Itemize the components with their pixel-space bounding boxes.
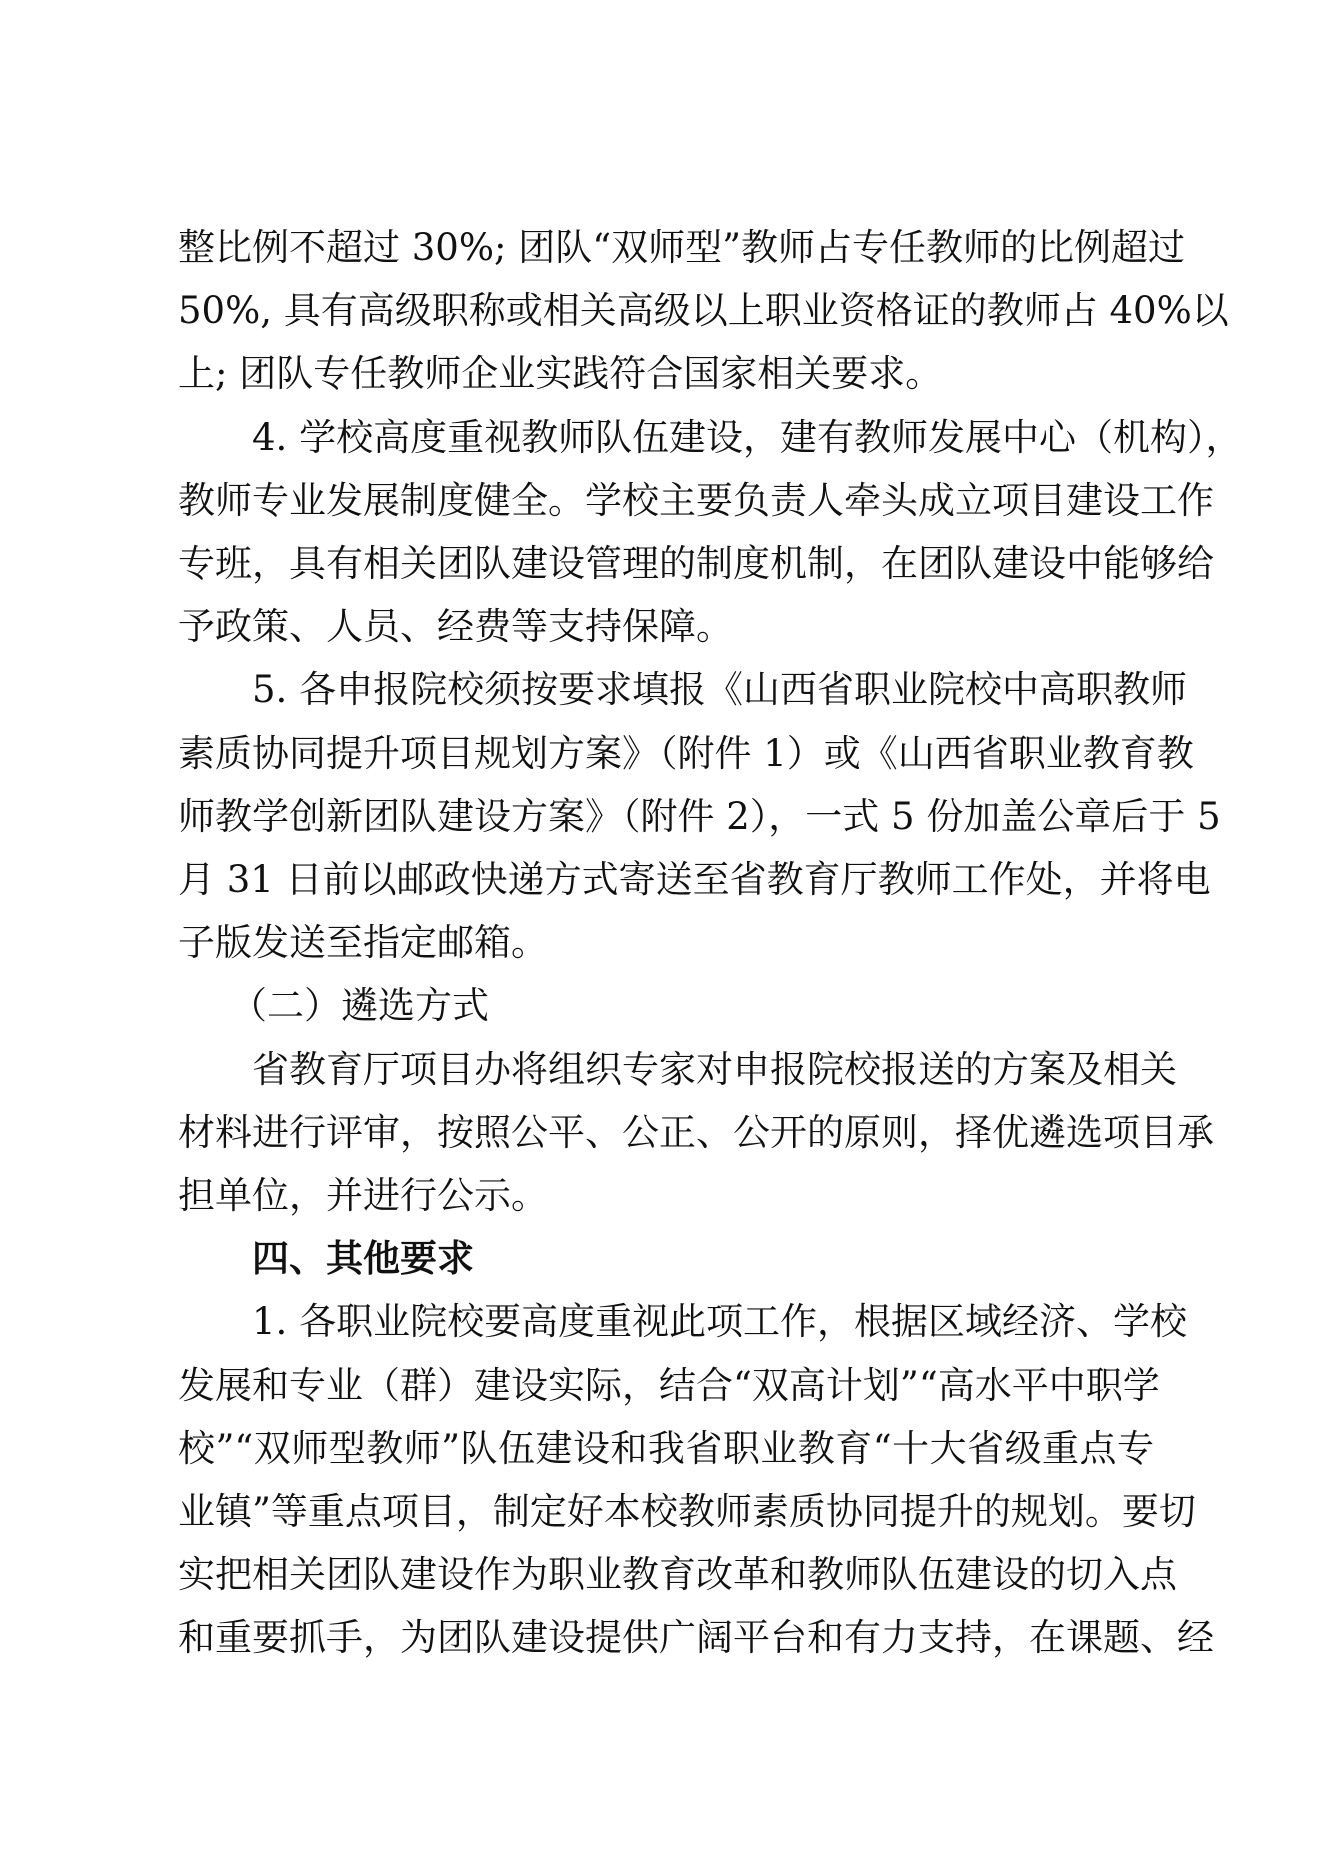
text-line: 和重要抓手，为团队建设提供广阔平台和有力支持，在课题、经 xyxy=(178,1616,1214,1660)
paragraph-item-4 xyxy=(178,406,1243,659)
paragraph-item-5 xyxy=(178,658,1221,974)
subheading-text: （二）遴选方式 xyxy=(230,984,489,1028)
section-heading xyxy=(178,1227,1154,1290)
text-line: 校”“双师型教师”队伍建设和我省职业教育“十大省级重点专 xyxy=(178,1426,1154,1470)
text-line: 月 31 日前以邮政快递方式寄送至省教育厅教师工作处，并将电 xyxy=(178,858,1211,902)
text-line: 整比例不超过 30%; 团队“双师型”教师占专任教师的比例超过 xyxy=(178,226,1186,269)
text-line: 素质协同提升项目规划方案》（附件 1）或《山西省职业教育教 xyxy=(178,731,1194,775)
text-line: 师教学创新团队建设方案》（附件 2），一式 5 份加盖公章后于 5 xyxy=(178,794,1221,838)
section-subheading xyxy=(178,974,1154,1037)
text-line: 予政策、人员、经费等支持保障。 xyxy=(178,605,733,649)
paragraph-team-requirements xyxy=(178,216,1229,406)
text-line: 担单位，并进行公示。 xyxy=(178,1174,548,1218)
text-line: 教师专业发展制度健全。学校主要负责人牵头成立项目建设工作 xyxy=(178,478,1214,522)
text-line: 省教育厅项目办将组织专家对申报院校报送的方案及相关 xyxy=(252,1047,1177,1091)
text-line: 材料进行评审，按照公平、公正、公开的原则，择优遴选项目承 xyxy=(178,1110,1214,1154)
text-line: 发展和专业（群）建设实际，结合“双高计划”“高水平中职学 xyxy=(178,1363,1160,1407)
document-body xyxy=(178,216,1243,1670)
text-line: 5. 各申报院校须按要求填报《山西省职业院校中高职教师 xyxy=(252,668,1188,712)
text-line: 实把相关团队建设作为职业教育改革和教师队伍建设的切入点 xyxy=(178,1553,1177,1597)
paragraph-selection-method xyxy=(178,1038,1214,1228)
text-line: 50%, 具有高级职称或相关高级以上职业资格证的教师占 40%以 xyxy=(178,289,1229,333)
heading-text: 四、其他要求 xyxy=(252,1237,474,1281)
text-line: 子版发送至指定邮箱。 xyxy=(178,921,548,965)
paragraph-other-requirements-1 xyxy=(178,1290,1214,1669)
text-line: 专班，具有相关团队建设管理的制度机制，在团队建设中能够给 xyxy=(178,542,1214,586)
text-line: 业镇”等重点项目，制定好本校教师素质协同提升的规划。要切 xyxy=(178,1490,1196,1534)
text-line: 4. 学校高度重视教师队伍建设，建有教师发展中心（机构）， xyxy=(252,415,1243,459)
text-line: 上; 团队专任教师企业实践符合国家相关要求。 xyxy=(178,352,943,396)
text-line: 1. 各职业院校要高度重视此项工作，根据区域经济、学校 xyxy=(252,1300,1188,1344)
